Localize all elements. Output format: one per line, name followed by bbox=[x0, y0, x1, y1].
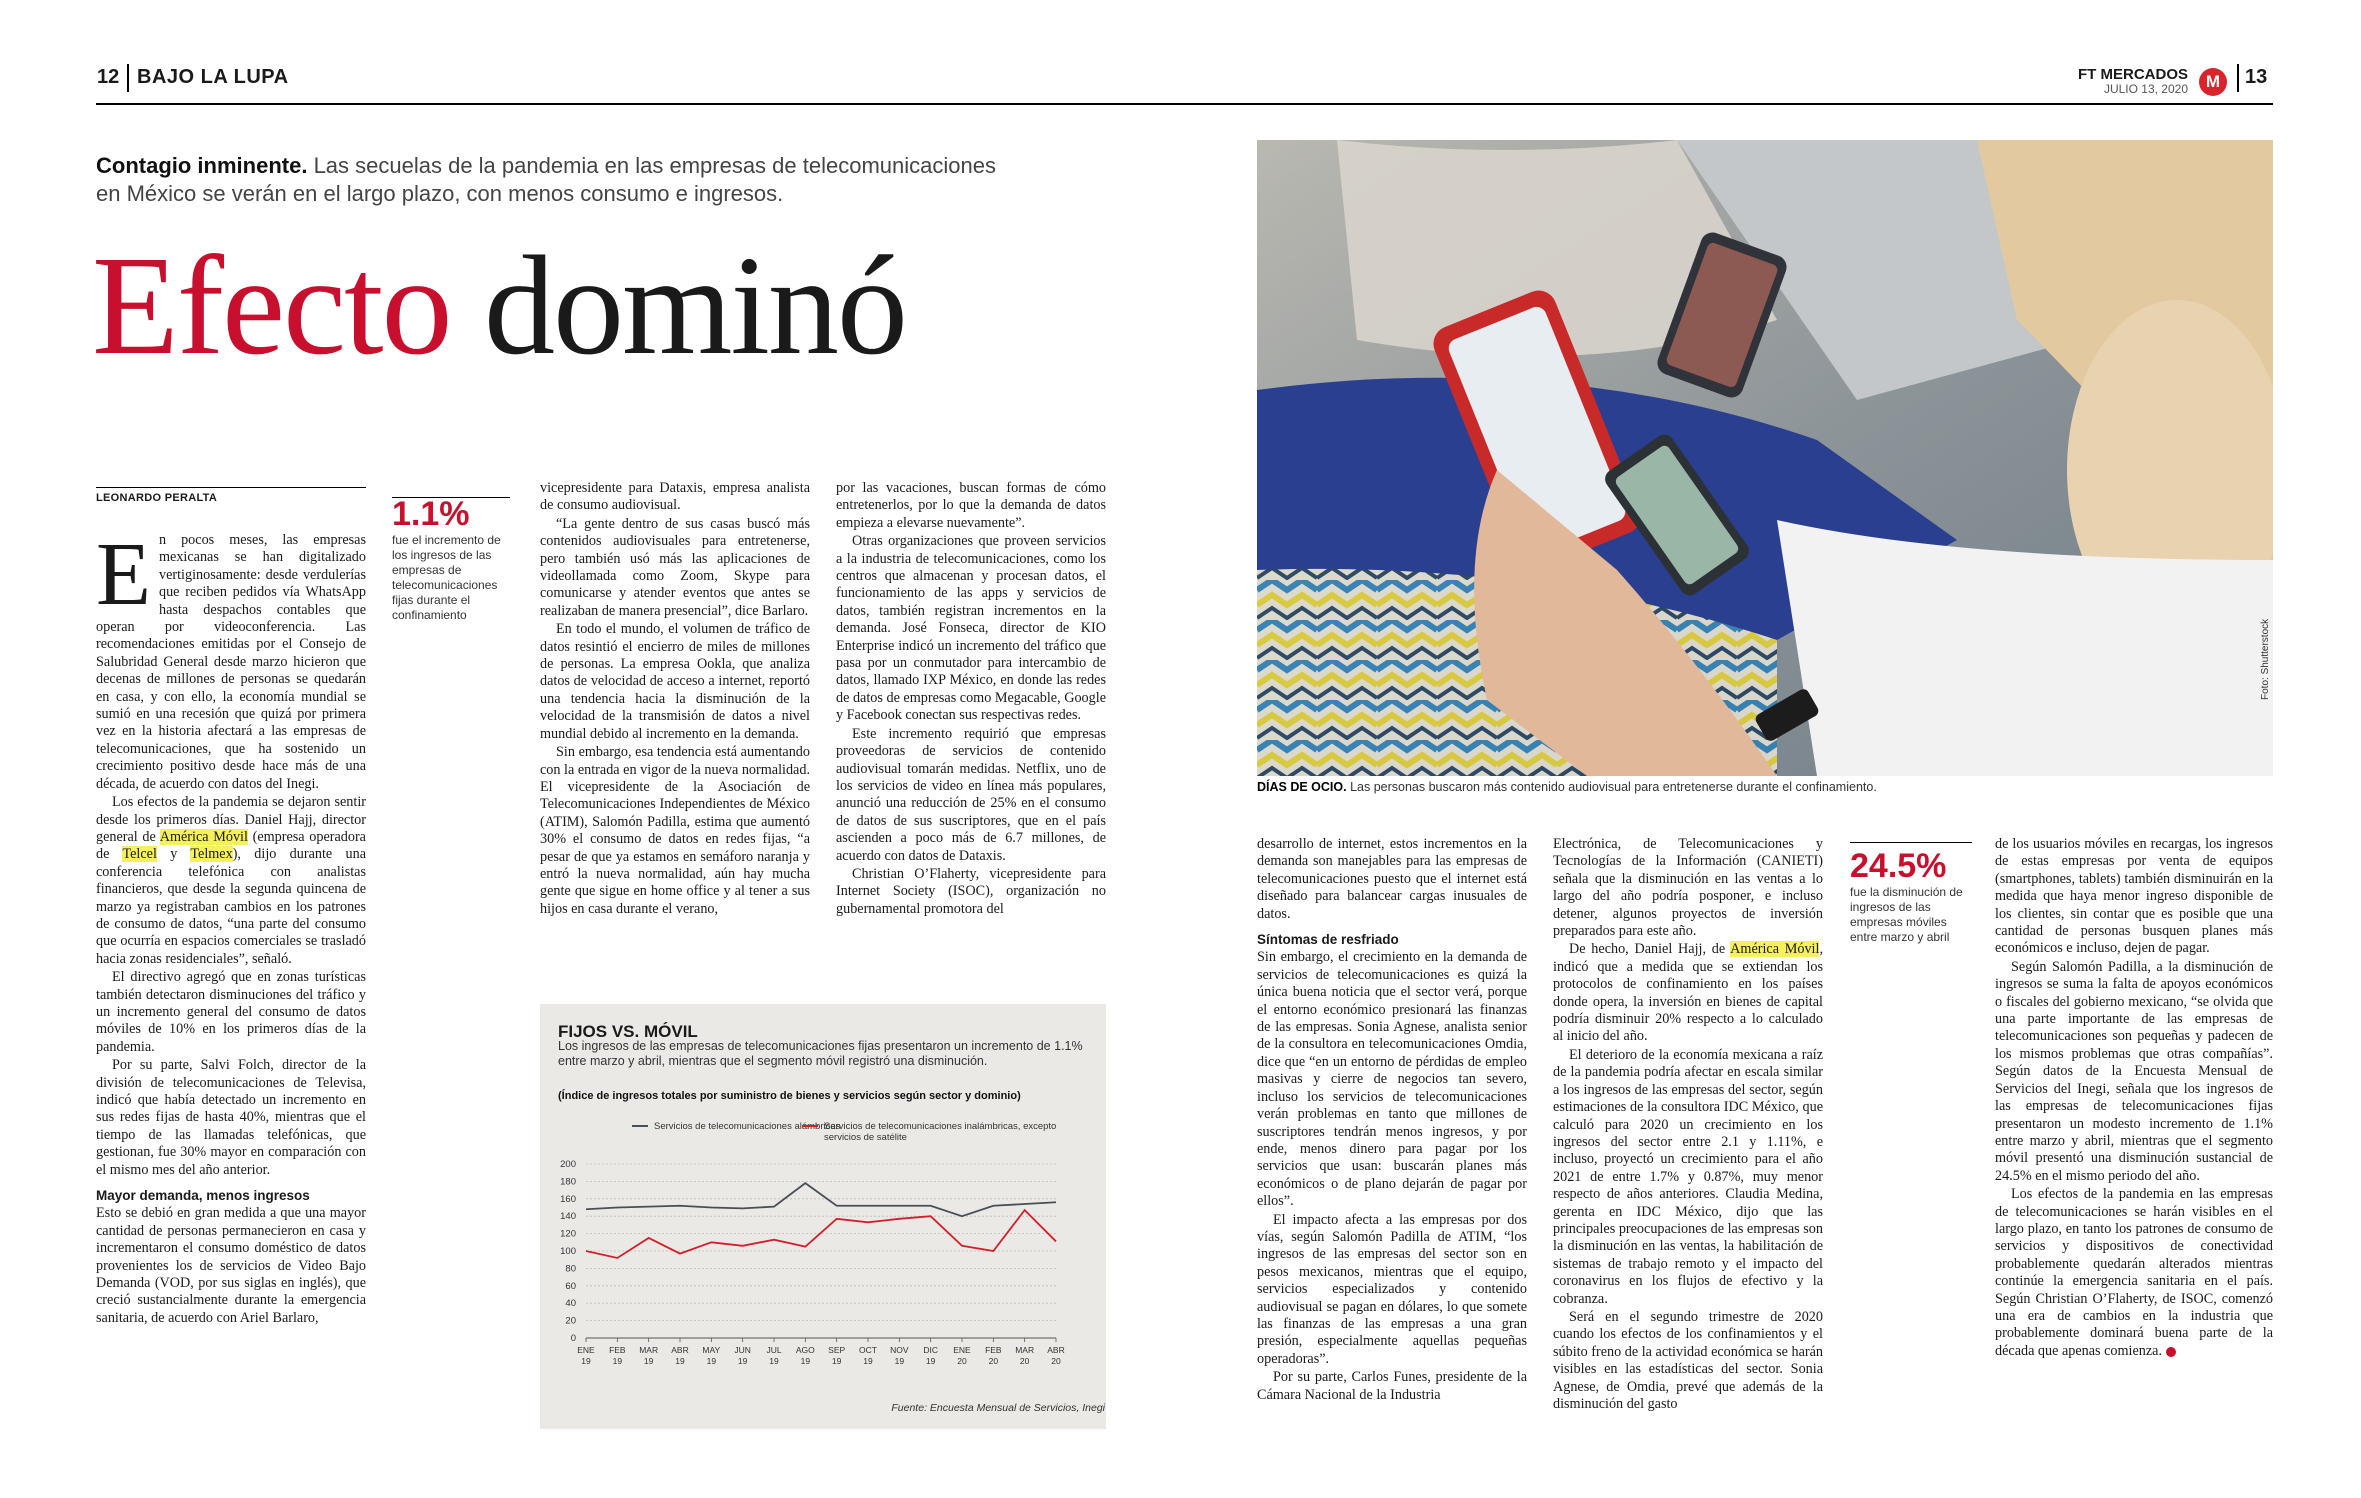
stat-1-text: fue el incremento de los ingresos de las empresas de telecomunicaciones fijas durante el confinamiento bbox=[392, 533, 501, 622]
x-tick-label-2: MAR 19 bbox=[639, 1345, 659, 1366]
y-tick-label-200: 200 bbox=[560, 1159, 576, 1170]
y-tick-label-60: 60 bbox=[565, 1280, 576, 1292]
c4-paragraph-1: desarrollo de internet, estos incrementos en la demanda son manejables para las empresas de telecomunicaciones puesto que el internet está diseñado para balancear cargas inusuales de datos. bbox=[1257, 836, 1527, 922]
c5-paragraph-2-a: De hecho, Daniel Hajj, de bbox=[1569, 941, 1731, 958]
highlight-telcel: Telcel bbox=[122, 846, 157, 863]
c1-paragraph-2-a: Los efectos de la pandemia se dejaron sentir desde los primeros días. Daniel Hajj, director general de bbox=[96, 794, 366, 845]
stat-2-value: 24.5% bbox=[1850, 847, 1947, 885]
x-tick-label-7: AGO 19 bbox=[795, 1345, 815, 1366]
chart-title: FIJOS VS. MÓVIL bbox=[558, 1022, 698, 1041]
caption-lead: DÍAS DE OCIO. bbox=[1257, 780, 1347, 794]
y-tick-label-160: 160 bbox=[560, 1193, 576, 1205]
header-rule bbox=[96, 103, 2273, 105]
chart-subtitle: Los ingresos de las empresas de telecomunicaciones fijas presentaron un incremento de 1.1% entre marzo y abril, mientras que el segmento móvil registró una disminución. bbox=[558, 1039, 1083, 1068]
c5-paragraph-3: El deterioro de la economía mexicana a raíz de la pandemia podría afectar en escala similar a los ingresos de las empresas del sector, según estimaciones de la consultora IDC México, que calculó para 2020 un crecimiento en los ingresos del sector entre 2.1 y 1.11%, e incluso, proyectó un crecimiento para el año 2021 de entre 1.7% y 0.87%, muy menor respecto de años anteriores. Claudia Medina, gerenta en IDC México, dijo que las principales preocupaciones de las empresas son la disminución en las ventas, la habilitación de sistemas de trabajo remoto y el impacto del coronavirus en los flujos de efectivo y la cobranza. bbox=[1553, 1046, 1823, 1307]
c4-paragraph-4: Por su parte, Carlos Funes, presidente de la Cámara Nacional de la Industria bbox=[1257, 1369, 1527, 1403]
x-tick-label-12: ENE 20 bbox=[953, 1345, 971, 1366]
publication-date: JULIO 13, 2020 bbox=[2103, 82, 2188, 96]
c2-paragraph-2: “La gente dentro de sus casas buscó más contenidos audiovisuales para entretenerse, pero también usó más las aplicaciones de videollamada como Zoom, Skype para comunicarse y atender eventos que antes se realizaban de manera presencial”, dice Barlaro. bbox=[540, 515, 810, 619]
y-tick-label-40: 40 bbox=[565, 1298, 576, 1310]
x-tick-label-14: MAR 20 bbox=[1015, 1345, 1035, 1366]
publication-name: FT MERCADOS bbox=[2078, 66, 2188, 83]
c1-paragraph-2-c: y bbox=[156, 846, 191, 863]
y-tick-label-140: 140 bbox=[560, 1211, 576, 1223]
milenio-logo-icon: M bbox=[2199, 68, 2227, 96]
subheading-mayor-demanda: Mayor demanda, menos ingresos bbox=[96, 1188, 310, 1204]
c3-paragraph-3: Este incremento requirió que empresas proveedoras de servicios de contenido audiovisual tomarán medidas. Netflix, uno de los servicios de video en línea más populares, anunció una reducción de 25% en el consumo de datos de sus suscriptores, que en el país ascienden a poco más de 6.7 millones, de acuerdo con datos de Dataxis. bbox=[836, 725, 1106, 864]
stat-2-text: fue la disminución de ingresos de las empresas móviles entre marzo y abril bbox=[1850, 885, 1963, 944]
section-label: BAJO LA LUPA bbox=[137, 66, 289, 88]
line-chart bbox=[540, 1110, 1106, 1402]
y-tick-label-180: 180 bbox=[560, 1176, 576, 1188]
header-separator-left bbox=[127, 64, 129, 92]
x-tick-label-10: NOV 19 bbox=[890, 1345, 909, 1366]
body-column-5 bbox=[1553, 836, 1823, 1446]
x-tick-label-15: ABR 20 bbox=[1047, 1345, 1065, 1366]
x-tick-label-13: FEB 20 bbox=[985, 1345, 1002, 1366]
y-tick-label-20: 20 bbox=[565, 1315, 576, 1327]
body-column-6 bbox=[1995, 836, 2273, 1446]
highlight-america-movil-2: América Móvil bbox=[1730, 941, 1820, 958]
c2-paragraph-1: vicepresidente para Dataxis, empresa analista de consumo audiovisual. bbox=[540, 480, 810, 514]
body-column-2 bbox=[540, 480, 810, 980]
byline-rule bbox=[96, 487, 366, 488]
headline-part-1: Efecto bbox=[92, 226, 451, 384]
deck-text: Las secuelas de la pandemia en las empresas de telecomunicaciones en México se verán en el largo plazo, con menos consumo e ingresos. bbox=[96, 153, 996, 206]
c4-paragraph-2: Sin embargo, el crecimiento en la demanda de servicios de telecomunicaciones es quizá la única buena noticia que el sector verá, porque el entorno económico presionará las finanzas de las empresas. Sonia Agnese, analista senior de la consultora en telecomunicaciones Omdia, dice que “en un entorno de pérdidas de empleo masivas y cierre de negocios tan severo, incluso los servicios de telecomunicaciones verán problemas en tanto que millones de suscriptores tendrán menos ingresos, y por ende, menos dinero para pagar por los servicios que usan: buscarán planes más económicos o de plano dejarán de pagar por ellos”. bbox=[1257, 949, 1527, 1210]
left-page-number: 12 bbox=[97, 66, 120, 88]
highlight-telmex: Telmex bbox=[190, 846, 233, 863]
body-column-4 bbox=[1257, 836, 1527, 1446]
x-tick-label-4: MAY 19 bbox=[702, 1345, 721, 1366]
c3-paragraph-1: por las vacaciones, buscan formas de cómo entretenerlos, por lo que la demanda de datos empieza a elevarse nuevamente”. bbox=[836, 480, 1106, 531]
c6-paragraph-3: Los efectos de la pandemia en las empresas de telecomunicaciones se harán visibles en el largo plazo, en tanto los patrones de consumo de servicios y dispositivos de conectividad probablemente quedarán alterados mientras continúe la emergencia sanitaria en el país. Según Christian O’Flaherty, de ISOC, comenzó una era de cambios en la industria que probablemente dominará buena parte de la década que apenas comienza. bbox=[1995, 1186, 2273, 1359]
y-tick-label-120: 120 bbox=[560, 1228, 576, 1240]
right-page-number: 13 bbox=[2245, 66, 2268, 88]
headline-part-2: dominó bbox=[484, 226, 906, 384]
legend-label-1: Servicios de telecomunicaciones inalámbricas, excepto servicios de satélite bbox=[824, 1121, 1057, 1143]
c5-paragraph-4: Será en el segundo trimestre de 2020 cuando los efectos de los confinamientos y el súbito freno de la actividad económica se harán visibles en las estadísticas del sector. Sonia Agnese, de Omdia, prevé que además de la disminución del gasto bbox=[1553, 1308, 1823, 1412]
c2-paragraph-3: En todo el mundo, el volumen de tráfico de datos resintió el encierro de miles de millones de personas. La empresa Ookla, que analiza datos de velocidad de acceso a internet, reportó una tendencia hacia la disminución de la velocidad de la transmisión de datos a nivel mundial debido al incremento en la demanda. bbox=[540, 621, 810, 742]
photo-illustration bbox=[1257, 140, 2273, 776]
x-tick-label-11: DIC 19 bbox=[923, 1345, 938, 1366]
photo-credit: Foto: Shutterstock bbox=[2260, 618, 2271, 700]
series-line-0 bbox=[586, 1183, 1056, 1216]
body-column-3 bbox=[836, 480, 1106, 980]
c6-paragraph-2: Según Salomón Padilla, a la disminución de ingresos se suma la falta de apoyos económicos o fiscales del gobierno mexicano, “se olvida que una parte importante de las empresas de telecomunicaciones son pequeñas y padecen de los mismos problemas que otras compañías”. Según datos de la Encuesta Mensual de Servicios del Inegi, señala que los ingresos de las empresas de telecomunicaciones fijas presentaron un modesto incremento de 1.1% entre marzo y abril, mientras que el segmento móvil presentó una disminución sustancial de 24.5% en el mismo periodo del año. bbox=[1995, 958, 2273, 1184]
chart-note: (Índice de ingresos totales por suministro de bienes y servicios según sector y dominio) bbox=[558, 1090, 1021, 1102]
c1-paragraph-5: Esto se debió en gran medida a que una mayor cantidad de personas permanecieron en casa y incrementaron el consumo doméstico de datos provenientes los de servicios de Video Bajo Demanda (VOD, por sus siglas en inglés), que creció sustancialmente durante la emergencia sanitaria, de acuerdo con Ariel Barlaro, bbox=[96, 1205, 366, 1326]
drop-cap: E bbox=[96, 532, 151, 624]
y-tick-label-100: 100 bbox=[560, 1246, 576, 1257]
x-tick-label-3: ABR 19 bbox=[671, 1345, 689, 1366]
legend-label-0: Servicios de telecomunicaciones alámbricas bbox=[654, 1121, 841, 1132]
c4-paragraph-3: El impacto afecta a las empresas por dos vías, según Salomón Padilla de ATIM, “los ingresos de las empresas del sector son en pesos mexicanos, mientras que el equipo, servicios especializados y contenido audiovisual se pagan en dólares, lo que somete las finanzas de las empresas a una gran presión, especialmente aquellas pequeñas operadoras”. bbox=[1257, 1211, 1527, 1367]
photo-caption bbox=[1257, 780, 2273, 794]
stat-2-rule bbox=[1850, 842, 1972, 843]
c3-paragraph-2: Otras organizaciones que proveen servicios a la industria de telecomunicaciones, como los centros que almacenan y procesan datos, el funcionamiento de las apps y servicios de datos, también registran incrementos en la demanda. José Fonseca, director de KIO Enterprise indicó un incremento del tráfico que pasa por un conmutador para intercambio de datos, llamado IXP México, en donde las redes de datos de empresas como Megacable, Google y Facebook conectan sus respectivas redes. bbox=[836, 533, 1106, 724]
article-photo bbox=[1257, 140, 2273, 776]
x-tick-label-1: FEB 19 bbox=[609, 1345, 626, 1366]
headline bbox=[92, 225, 906, 385]
highlight-america-movil: América Móvil bbox=[159, 828, 248, 845]
c5-paragraph-2-b: , indicó que a medida que se extiendan los protocolos de confinamiento en los países donde opera, la inversión en bienes de capital podría disminuir 20% respecto a lo calculado al inicio del año. bbox=[1553, 941, 1823, 1045]
x-tick-label-5: JUN 19 bbox=[734, 1345, 751, 1366]
c5-paragraph-1: Electrónica, de Telecomunicaciones y Tecnologías de la Información (CANIETI) señala que la disminución en las ventas a lo largo del año podría posponer, e incluso detener, algunos proyectos de inversión preparados para este año. bbox=[1553, 836, 1823, 940]
caption-text: Las personas buscaron más contenido audiovisual para entretenerse durante el confinamiento. bbox=[1346, 780, 1877, 794]
c3-paragraph-4: Christian O’Flaherty, vicepresidente para Internet Society (ISOC), organización no gubernamental promotora del bbox=[836, 865, 1106, 917]
x-tick-label-9: OCT 19 bbox=[859, 1345, 877, 1366]
x-tick-label-6: JUL 19 bbox=[766, 1345, 782, 1366]
article-deck bbox=[96, 152, 996, 208]
header-separator-right bbox=[2237, 64, 2239, 92]
y-tick-label-0: 0 bbox=[570, 1333, 576, 1344]
byline: LEONARDO PERALTA bbox=[96, 492, 218, 504]
chart-source: Fuente: Encuesta Mensual de Servicios, Inegi bbox=[891, 1402, 1105, 1414]
series-line-1 bbox=[586, 1210, 1056, 1258]
c2-paragraph-4: Sin embargo, esa tendencia está aumentando con la entrada en vigor de la nueva normalidad. El vicepresidente de la Asociación de Telecomunicaciones Independientes de México (ATIM), Salomón Padilla, estima que aumentó 30% el consumo de datos en redes fijas, “a pesar de que ya estamos en semáforo naranja y entró la nueva normalidad, aún hay mucha gente que sigue en home office y al tener a sus hijos en casa durante el verano, bbox=[540, 744, 810, 917]
subheading-sintomas: Síntomas de resfriado bbox=[1257, 932, 1399, 948]
c1-paragraph-2-b: (empresa operadora de bbox=[96, 828, 366, 863]
c6-paragraph-1: de los usuarios móviles en recargas, los ingresos de estas empresas por venta de equipos (smartphones, tablets) también disminuirán en la medida que haya menor ingreso disponible de los clientes, sin contar que es posible que una cantidad de personas busquen planes más económicos e incluso, dejen de pagar. bbox=[1995, 836, 2273, 957]
c1-paragraph-2-d: ), dijo durante una conferencia telefónica con analistas financieros, que desde la segunda quincena de marzo ya registraban cambios en los patrones de consumo de datos, “una parte del consumo que ocurría en espacios comerciales se trasladó hacia zonas residenciales”, señaló. bbox=[96, 846, 366, 967]
y-tick-label-80: 80 bbox=[565, 1263, 576, 1275]
c1-paragraph-4: Por su parte, Salvi Folch, director de la división de telecomunicaciones de Televisa, indicó que había detectado un incremento en sus redes fijas de hasta 40%, mientras que el tiempo de las llamadas telefónicas, que gestionan, fue 30% mayor en comparación con el mismo mes del año anterior. bbox=[96, 1057, 366, 1178]
x-tick-label-8: SEP 19 bbox=[828, 1345, 846, 1366]
body-column-1 bbox=[96, 532, 366, 1437]
deck-lead: Contagio inminente. bbox=[96, 153, 308, 178]
x-tick-label-0: ENE 19 bbox=[577, 1345, 595, 1366]
c1-paragraph-3: El directivo agregó que en zonas turísticas también detectaron disminuciones del tráfico y un incremento general del consumo de datos móviles de 10% en los primeros días de la pandemia. bbox=[96, 969, 366, 1055]
end-of-article-icon bbox=[2166, 1347, 2176, 1357]
c1-paragraph-1: n pocos meses, las empresas mexicanas se han digitalizado vertiginosamente: desde verdulerías que reciben pedidos vía WhatsApp hasta despachos contables que operan por videoconferencia. Las recomendaciones emitidas por el Consejo de Salubridad General desde marzo hicieron que decenas de millones de personas se quedarán en casa, y con ello, la economía mundial se sumió en una recesión que quizá por primera vez en la historia afectará a las empresas de telecomunicaciones, que ha sostenido un crecimiento positivo desde hace más de una década, de acuerdo con datos del Inegi. bbox=[96, 532, 366, 792]
stat-1-value: 1.1% bbox=[392, 495, 470, 533]
